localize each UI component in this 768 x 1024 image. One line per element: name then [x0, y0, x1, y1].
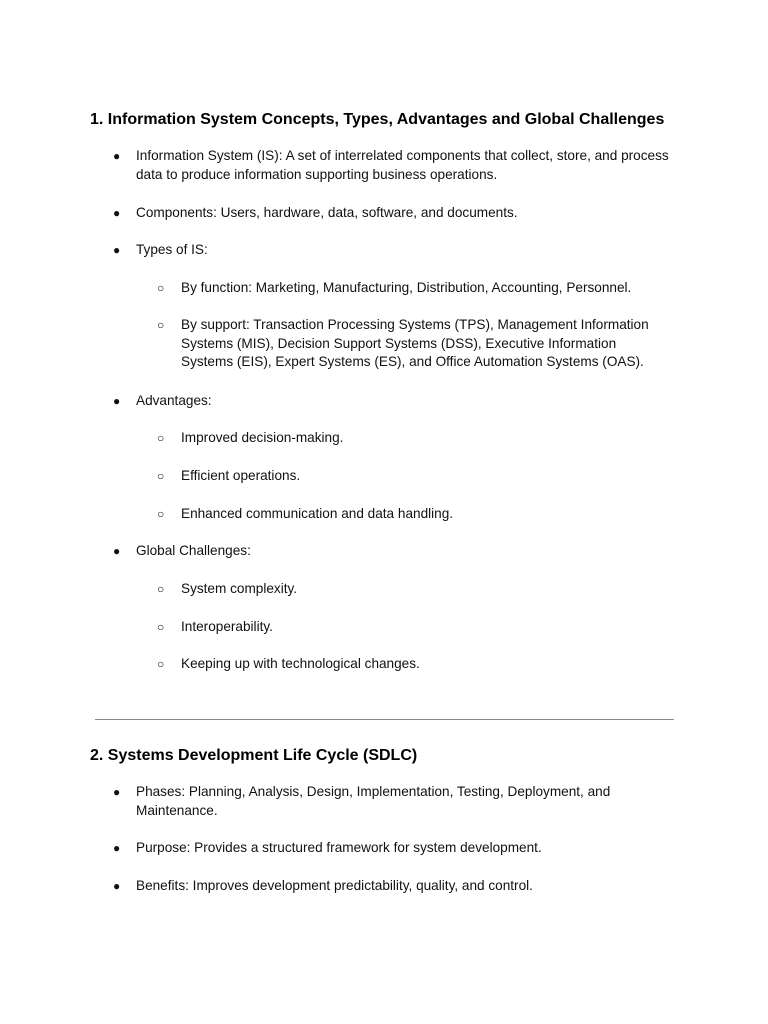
bullet-icon: ●: [113, 149, 121, 163]
circle-bullet-icon: ○: [157, 507, 165, 521]
circle-bullet-icon: ○: [157, 582, 165, 596]
list-item-components: [113, 204, 686, 223]
list-item-text: Benefits: Improves development predictability, quality, and control.: [136, 878, 533, 893]
circle-bullet-icon: ○: [157, 620, 165, 634]
list-item-text: Keeping up with technological changes.: [181, 656, 420, 671]
list-item-text: Purpose: Provides a structured framework for system development.: [136, 840, 542, 855]
section-1-heading: 1. Information System Concepts, Types, Advantages and Global Challenges: [90, 111, 665, 128]
bullet-icon: ●: [113, 243, 121, 257]
list-item-text: Advantages:: [136, 393, 212, 408]
list-item-global-challenges: [113, 542, 686, 561]
sub-item-advantage-3: [157, 505, 671, 524]
bullet-icon: ●: [113, 841, 121, 855]
sub-item-by-support: [157, 316, 671, 372]
bullet-icon: ●: [113, 206, 121, 220]
list-item-benefits: [113, 877, 686, 896]
list-item-text: Types of IS:: [136, 242, 208, 257]
list-item-text: Components: Users, hardware, data, software, and documents.: [136, 205, 518, 220]
list-item-text: By function: Marketing, Manufacturing, Distribution, Accounting, Personnel.: [181, 280, 632, 295]
section-2-heading: 2. Systems Development Life Cycle (SDLC): [90, 747, 418, 764]
list-item-text: By support: Transaction Processing Systems (TPS), Management Information Systems (MIS), Decision Support Systems (DSS), Executive Information Systems (EIS), Expert Systems (ES), and Office Automation Systems (OAS).: [181, 317, 649, 369]
circle-bullet-icon: ○: [157, 318, 165, 332]
list-item-advantages: [113, 392, 686, 411]
circle-bullet-icon: ○: [157, 657, 165, 671]
list-item-text: Improved decision-making.: [181, 430, 344, 445]
circle-bullet-icon: ○: [157, 431, 165, 445]
bullet-icon: ●: [113, 785, 121, 799]
list-item-text: System complexity.: [181, 581, 298, 596]
list-item-types: [113, 241, 686, 260]
horizontal-divider: [95, 719, 674, 720]
list-item-text: Global Challenges:: [136, 543, 251, 558]
list-item-is-definition: [113, 147, 686, 184]
list-item-purpose: [113, 839, 686, 858]
list-item-text: Information System (IS): A set of interrelated components that collect, store, and process data to produce information supporting business operations.: [136, 148, 669, 182]
bullet-icon: ●: [113, 544, 121, 558]
bullet-icon: ●: [113, 394, 121, 408]
sub-item-challenge-3: [157, 655, 671, 674]
sub-item-challenge-2: [157, 618, 671, 637]
list-item-text: Enhanced communication and data handling.: [181, 506, 454, 521]
sub-item-advantage-2: [157, 467, 671, 486]
sub-item-advantage-1: [157, 429, 671, 448]
sub-item-challenge-1: [157, 580, 671, 599]
list-item-text: Phases: Planning, Analysis, Design, Implementation, Testing, Deployment, and Maintenance.: [136, 784, 611, 818]
bullet-icon: ●: [113, 879, 121, 893]
sub-item-by-function: [157, 279, 671, 298]
list-item-text: Interoperability.: [181, 619, 273, 634]
list-item-text: Efficient operations.: [181, 468, 301, 483]
circle-bullet-icon: ○: [157, 281, 165, 295]
list-item-phases: [113, 783, 686, 820]
circle-bullet-icon: ○: [157, 469, 165, 483]
